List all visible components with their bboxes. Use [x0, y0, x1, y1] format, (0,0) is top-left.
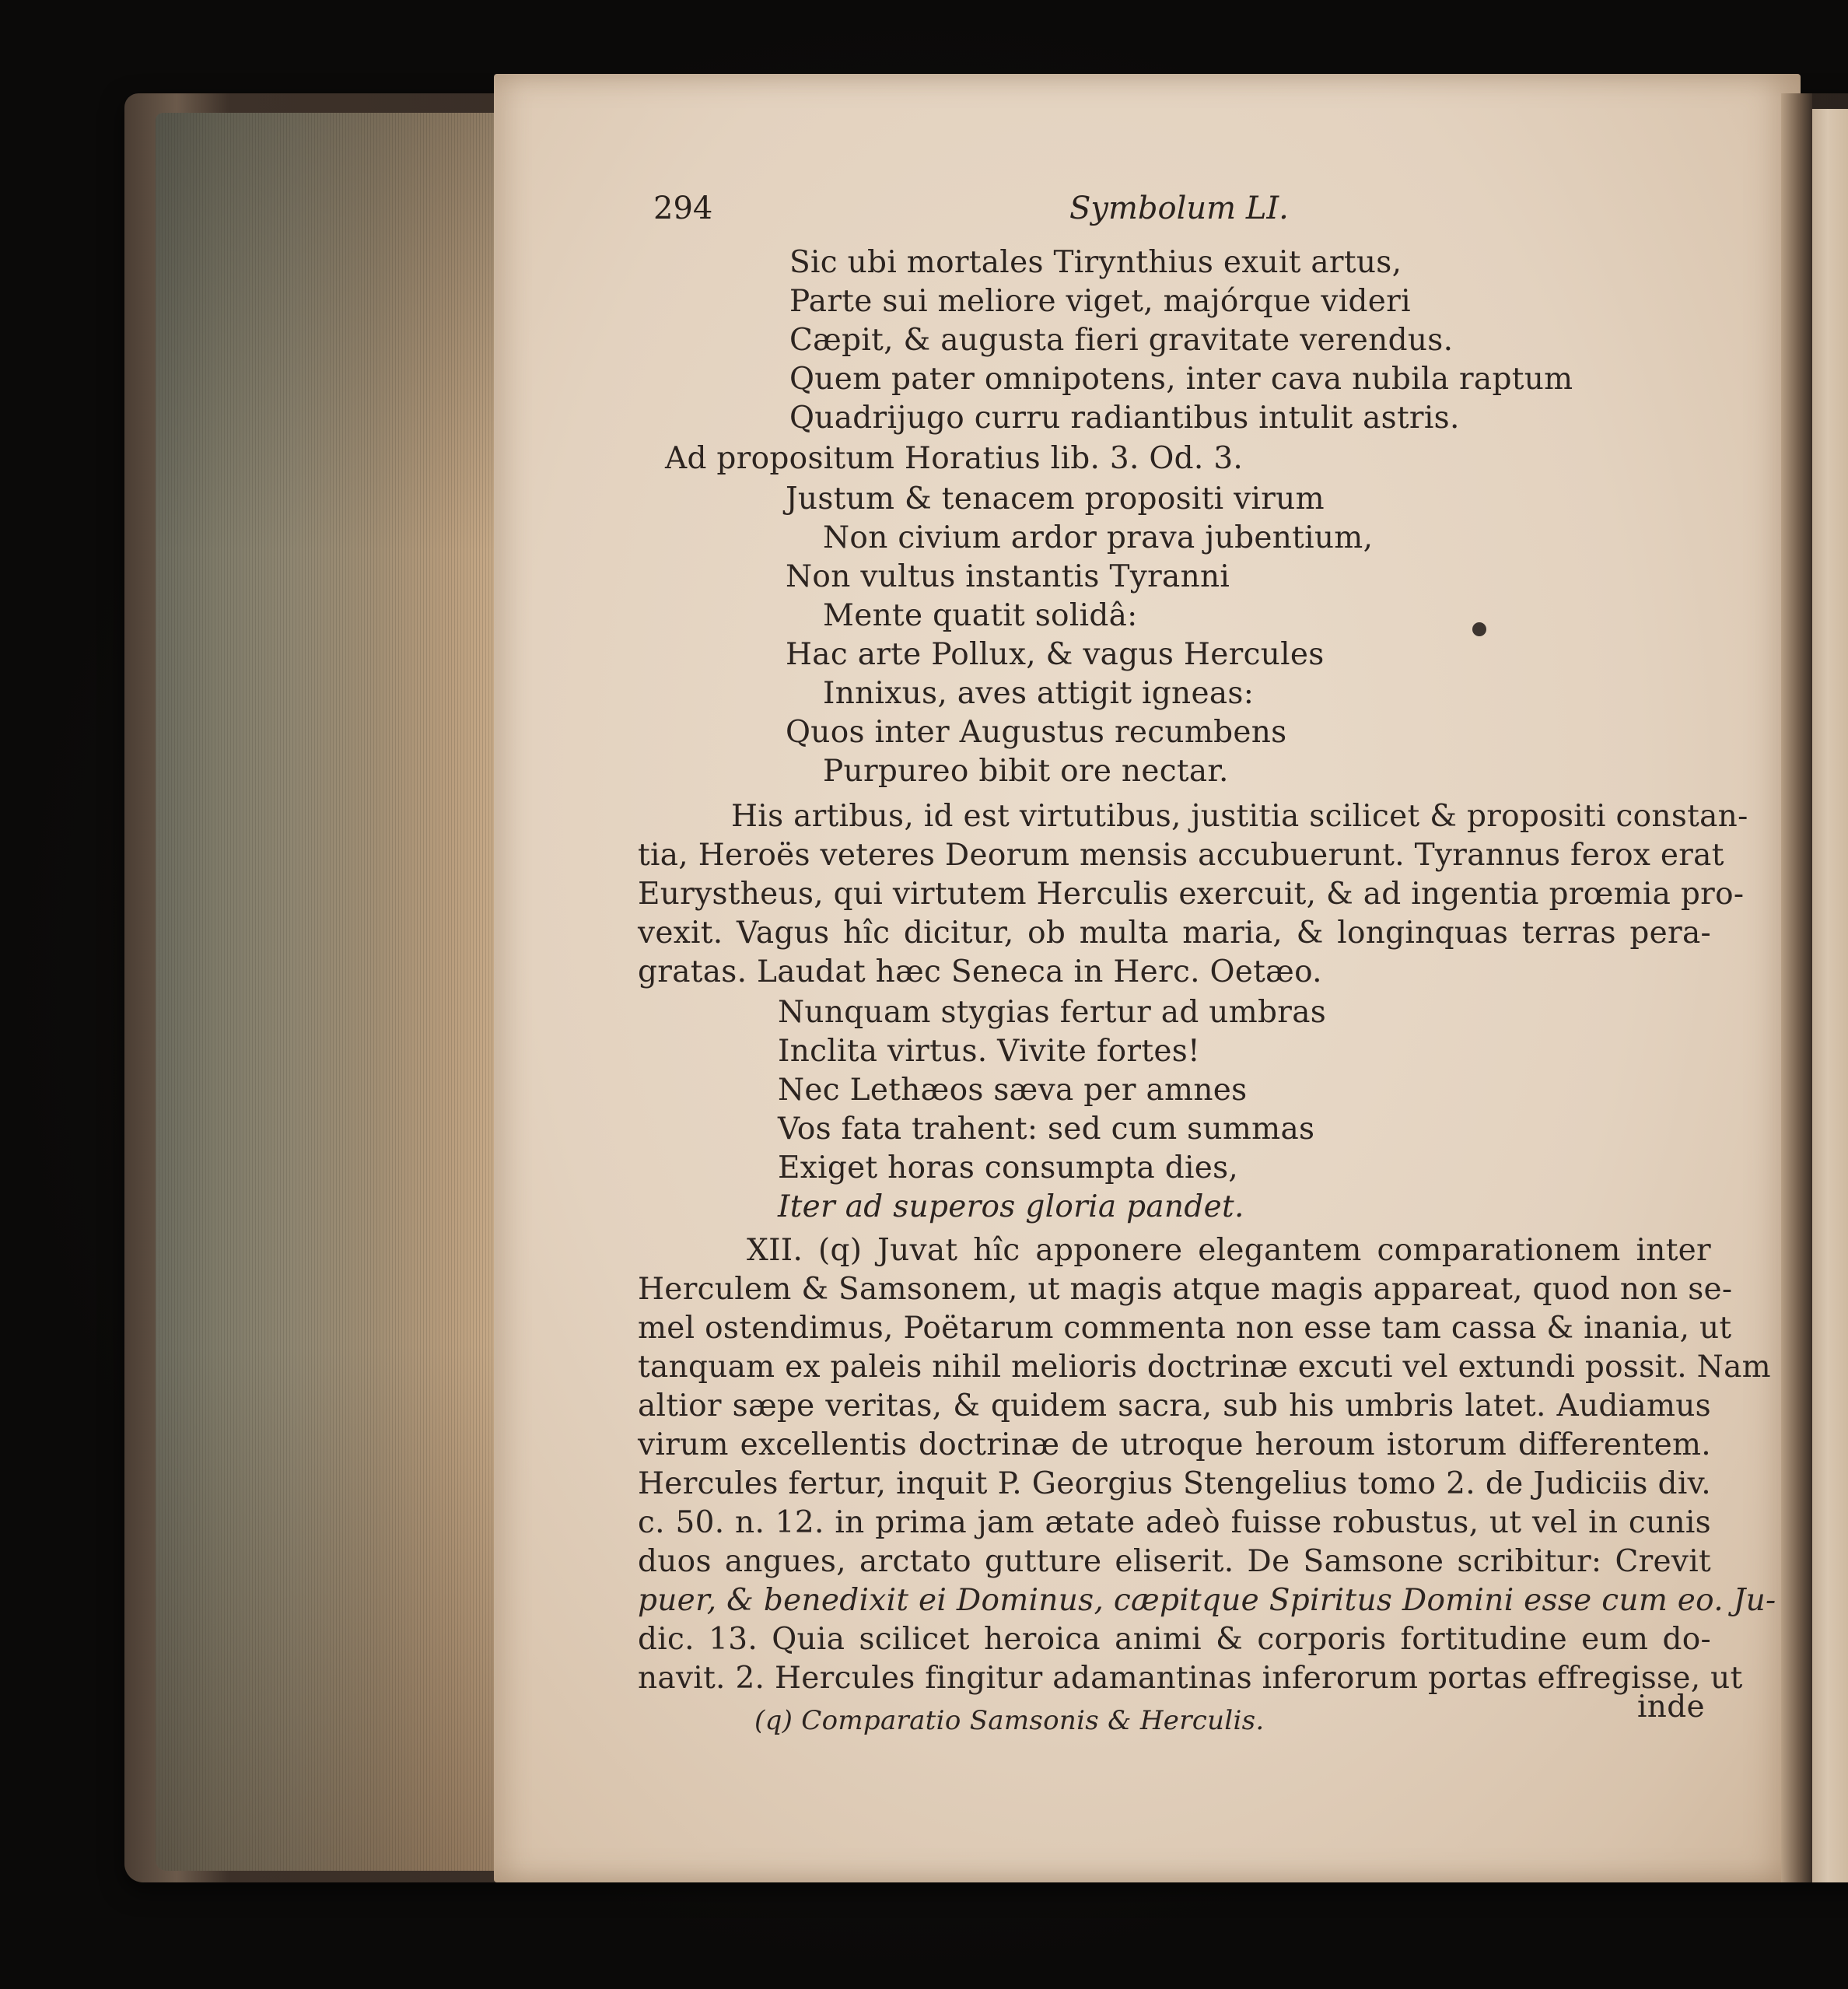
poem-line: Justum & tenacem propositi virum: [786, 481, 1325, 517]
poem-line: Inclita virtus. Vivite fortes!: [778, 1034, 1200, 1069]
poem-line: Iter ad superos gloria pandet.: [778, 1189, 1244, 1224]
paragraph-line: vexit. Vagus hîc dicitur, ob multa maria, & longinquas terras pera-: [638, 916, 1711, 951]
poem-line: Nunquam stygias fertur ad umbras: [778, 995, 1327, 1030]
poem-line: Quadrijugo curru radiantibus intulit astris.: [789, 401, 1460, 436]
paragraph-line: tia, Heroës veteres Deorum mensis accubuerunt. Tyrannus ferox erat: [638, 838, 1724, 873]
paragraph-line: His artibus, id est virtutibus, justitia scilicet & propositi constan-: [731, 799, 1748, 834]
paragraph-line: dic. 13. Quia scilicet heroica animi & corporis fortitudine eum do-: [638, 1622, 1711, 1657]
poem-line: Sic ubi mortales Tirynthius exuit artus,: [789, 245, 1402, 280]
poem-line: Exiget horas consumpta dies,: [778, 1150, 1239, 1185]
paragraph-line: gratas. Laudat hæc Seneca in Herc. Oetæo.: [638, 954, 1322, 989]
poem-line: Non civium ardor prava jubentium,: [823, 520, 1374, 555]
paragraph-line: altior sæpe veritas, & quidem sacra, sub his umbris latet. Audiamus: [638, 1388, 1711, 1423]
paragraph-line: puer, & benedixit ei Dominus, cæpitque Spiritus Domini esse cum eo. Ju-: [638, 1583, 1776, 1618]
paragraph-line: virum excellentis doctrinæ de utroque heroum istorum differentem.: [638, 1427, 1711, 1462]
poem-line: Mente quatit solidâ:: [823, 598, 1138, 633]
paragraph-line: tanquam ex paleis nihil melioris doctrinæ excuti vel extundi possit. Nam: [638, 1350, 1771, 1385]
poem-line: Non vultus instantis Tyranni: [786, 559, 1230, 594]
poem-line: Quos inter Augustus recumbens: [786, 715, 1287, 750]
paragraph-line: Eurystheus, qui virtutem Herculis exercuit, & ad ingentia prœmia pro-: [638, 877, 1745, 912]
paragraph-line: duos angues, arctato gutture eliserit. De Samsone scribitur: Crevit: [638, 1544, 1711, 1579]
poem-line: Parte sui meliore viget, majórque videri: [789, 284, 1411, 319]
poem-line: Nec Lethæos sæva per amnes: [778, 1073, 1248, 1108]
running-title: Symbolum LI.: [1069, 191, 1289, 226]
poem-line: Purpureo bibit ore nectar.: [823, 754, 1229, 789]
catchword: inde: [1637, 1690, 1705, 1725]
paragraph-line: c. 50. n. 12. in prima jam ætate adeò fuisse robustus, ut vel in cunis: [638, 1505, 1711, 1540]
paragraph-line: Herculem & Samsonem, ut magis atque magis appareat, quod non se-: [638, 1272, 1733, 1307]
poem-line: Vos fata trahent: sed cum summas: [778, 1112, 1315, 1147]
poem-line: Innixus, aves attigit igneas:: [823, 676, 1255, 711]
paragraph-line: XII. (q) Juvat hîc apponere elegantem comparationem inter: [747, 1233, 1711, 1268]
paragraph-line: navit. 2. Hercules fingitur adamantinas inferorum portas effregisse, ut: [638, 1661, 1743, 1696]
paragraph-line: Hercules fertur, inquit P. Georgius Stengelius tomo 2. de Judiciis div.: [638, 1466, 1711, 1501]
poem-line: Cæpit, & augusta fieri gravitate verendus.: [789, 323, 1454, 358]
poem-line: Quem pater omnipotens, inter cava nubila raptum: [789, 362, 1573, 397]
footnote: (q) Comparatio Samsonis & Herculis.: [754, 1705, 1265, 1736]
intro-line: Ad propositum Horatius lib. 3. Od. 3.: [665, 441, 1244, 476]
page-number: 294: [653, 191, 713, 226]
poem-line: Hac arte Pollux, & vagus Hercules: [786, 637, 1325, 672]
paragraph-line: mel ostendimus, Poëtarum commenta non esse tam cassa & inania, ut: [638, 1311, 1732, 1346]
